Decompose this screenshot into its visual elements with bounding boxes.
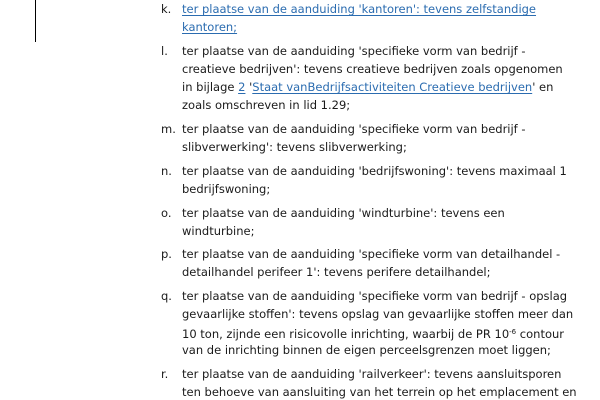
list-item-text [182, 0, 542, 36]
text-line: ter plaatse van de aanduiding 'specifieke vorm van bedrijf - [182, 122, 526, 136]
list-marker: q. [161, 289, 172, 303]
list-item-text [182, 120, 542, 156]
text-line: van de inrichting binnen de eigen perceelsgrenzen moet liggen; [182, 343, 551, 357]
text-line: ter plaatse van de aanduiding 'windturbine': tevens een [182, 206, 505, 220]
text-line: zoals omschreven in lid 1.29; [182, 98, 351, 112]
list-item-text [182, 365, 577, 400]
list-marker: n. [161, 164, 172, 178]
list-marker: r. [161, 367, 169, 381]
list-item-text [182, 162, 567, 198]
text-line: bedrijfswoning; [182, 182, 271, 196]
text-line [182, 78, 554, 96]
text-segment: ' [245, 80, 253, 94]
text-line: ter plaatse van de aanduiding 'bedrijfswoning': tevens maximaal 1 [182, 164, 567, 178]
list-marker: p. [161, 247, 172, 261]
text-line: ter plaatse van de aanduiding 'specifieke vorm van bedrijf - [182, 44, 526, 58]
list-marker: l. [161, 44, 168, 58]
text-segment: contour [516, 327, 565, 341]
exponent: -6 [509, 328, 517, 336]
text-line: ter plaatse van de aanduiding 'specifieke vorm van bedrijf - opslag [182, 289, 568, 303]
text-line: windturbine; [182, 224, 255, 238]
list-marker: o. [161, 206, 172, 220]
list-item-text [182, 204, 542, 240]
bijlage-title-link[interactable]: Staat vanBedrijfsactiviteiten Creatieve bedrijven [252, 80, 533, 94]
bijlage-number-link[interactable]: 2 [238, 80, 246, 94]
text-line: detailhandel perifeer 1': tevens perifere detailhandel; [182, 265, 491, 279]
text-line: ten behoeve van aansluiting van het terrein op het emplacement en [182, 385, 577, 399]
list-item-text [182, 42, 563, 114]
list-item-text [182, 287, 574, 359]
text-segment: in bijlage [182, 80, 239, 94]
kantoren-link-continued[interactable]: kantoren; [182, 20, 238, 34]
kantoren-link[interactable]: ter plaatse van de aanduiding 'kantoren': tevens zelfstandige [182, 2, 537, 16]
text-line: slibverwerking': tevens slibverwerking; [182, 140, 407, 154]
text-line: gevaarlijke stoffen': tevens opslag van gevaarlijke stoffen meer dan [182, 307, 574, 321]
text-line: ter plaatse van de aanduiding 'specifieke vorm van detailhandel - [182, 247, 561, 261]
list-item-text [182, 245, 561, 281]
list-marker: k. [161, 2, 172, 16]
text-line: ter plaatse van de aanduiding 'railverkeer': tevens aansluitsporen [182, 367, 562, 381]
text-segment: ' en [532, 80, 554, 94]
text-segment: 10 ton, zijnde een risicovolle inrichting, waarbij de PR 10 [182, 327, 510, 341]
list-marker: m. [161, 122, 176, 136]
text-line [182, 323, 565, 341]
text-line: creatieve bedrijven': tevens creatieve bedrijven zoals opgenomen [182, 62, 563, 76]
